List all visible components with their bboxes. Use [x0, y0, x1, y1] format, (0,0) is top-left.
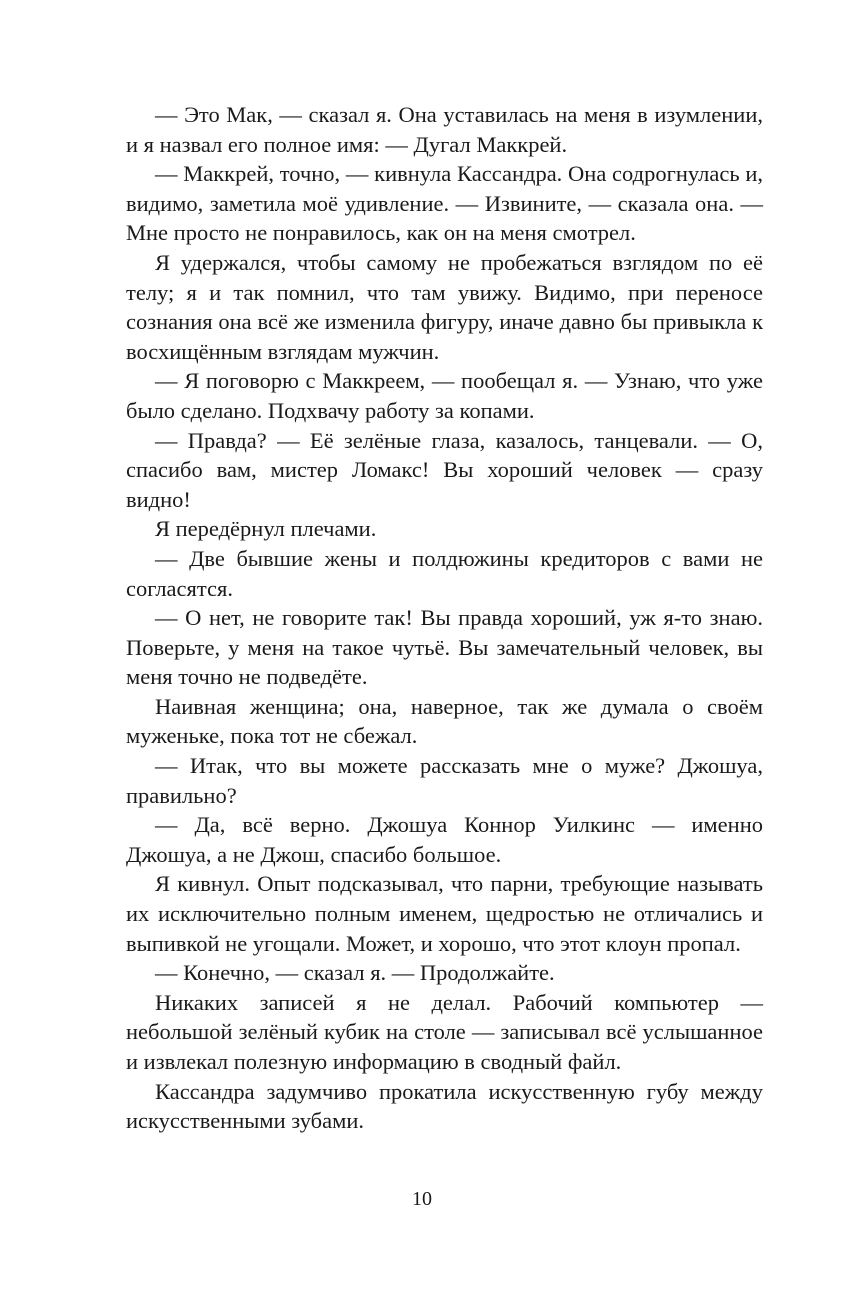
paragraph: — Две бывшие жены и полдюжины кредиторов с вами не согласятся.	[126, 545, 763, 601]
paragraph: — Маккрей, точно, — кивнула Кассандра. Она содрогнулась и, видимо, заметила моё удивление. — Извините, — сказала она. — Мне просто не понравилось, как он на меня смотрел.	[126, 161, 763, 246]
paragraph: Кассандра задумчиво прокатила искусственную губу между искусственными зубами.	[126, 1078, 763, 1134]
paragraph: — О нет, не говорите так! Вы правда хороший, уж я-то знаю. Поверьте, у меня на такое чутьё. Вы замечательный человек, вы меня точно не подведёте.	[126, 605, 763, 690]
body-text	[126, 100, 763, 1136]
paragraph: — Это Мак, — сказал я. Она уставилась на меня в изумлении, и я назвал его полное имя: — Дугал Маккрей.	[126, 102, 763, 157]
paragraph: — Конечно, — сказал я. — Продолжайте.	[155, 960, 555, 986]
paragraph: Я удержался, чтобы самому не пробежаться взглядом по её телу; я и так помнил, что там увижу. Видимо, при переносе сознания она всё же изменила фигуру, иначе давно бы привыкла к восхищённым взглядам мужчин.	[126, 249, 763, 364]
paragraph: Я передёрнул плечами.	[155, 516, 377, 542]
paragraph: — Да, всё верно. Джошуа Коннор Уилкинс — именно Джошуа, а не Джош, спасибо большое.	[126, 812, 763, 867]
paragraph: — Итак, что вы можете рассказать мне о муже? Джошуа, правильно?	[126, 753, 763, 808]
paragraph: — Я поговорю с Маккреем, — пообещал я. — Узнаю, что уже было сделано. Подхвачу работу за копами.	[126, 368, 763, 423]
paragraph: — Правда? — Её зелёные глаза, казалось, танцевали. — О, спасибо вам, мистер Ломакс! Вы хороший человек — сразу видно!	[126, 427, 763, 512]
paragraph: Никаких записей я не делал. Рабочий компьютер — небольшой зелёный кубик на столе — записывал всё услышанное и извлекал полезную информацию в сводный файл.	[126, 989, 763, 1074]
page-number: 10	[412, 1188, 432, 1210]
paragraph: Наивная женщина; она, наверное, так же думала о своём муженьке, пока тот не сбежал.	[126, 693, 763, 749]
paragraph: Я кивнул. Опыт подсказывал, что парни, требующие называть их исключительно полным именем, щедростью не отличались и выпивкой не угощали. Может, и хорошо, что этот клоун пропал.	[126, 871, 763, 956]
